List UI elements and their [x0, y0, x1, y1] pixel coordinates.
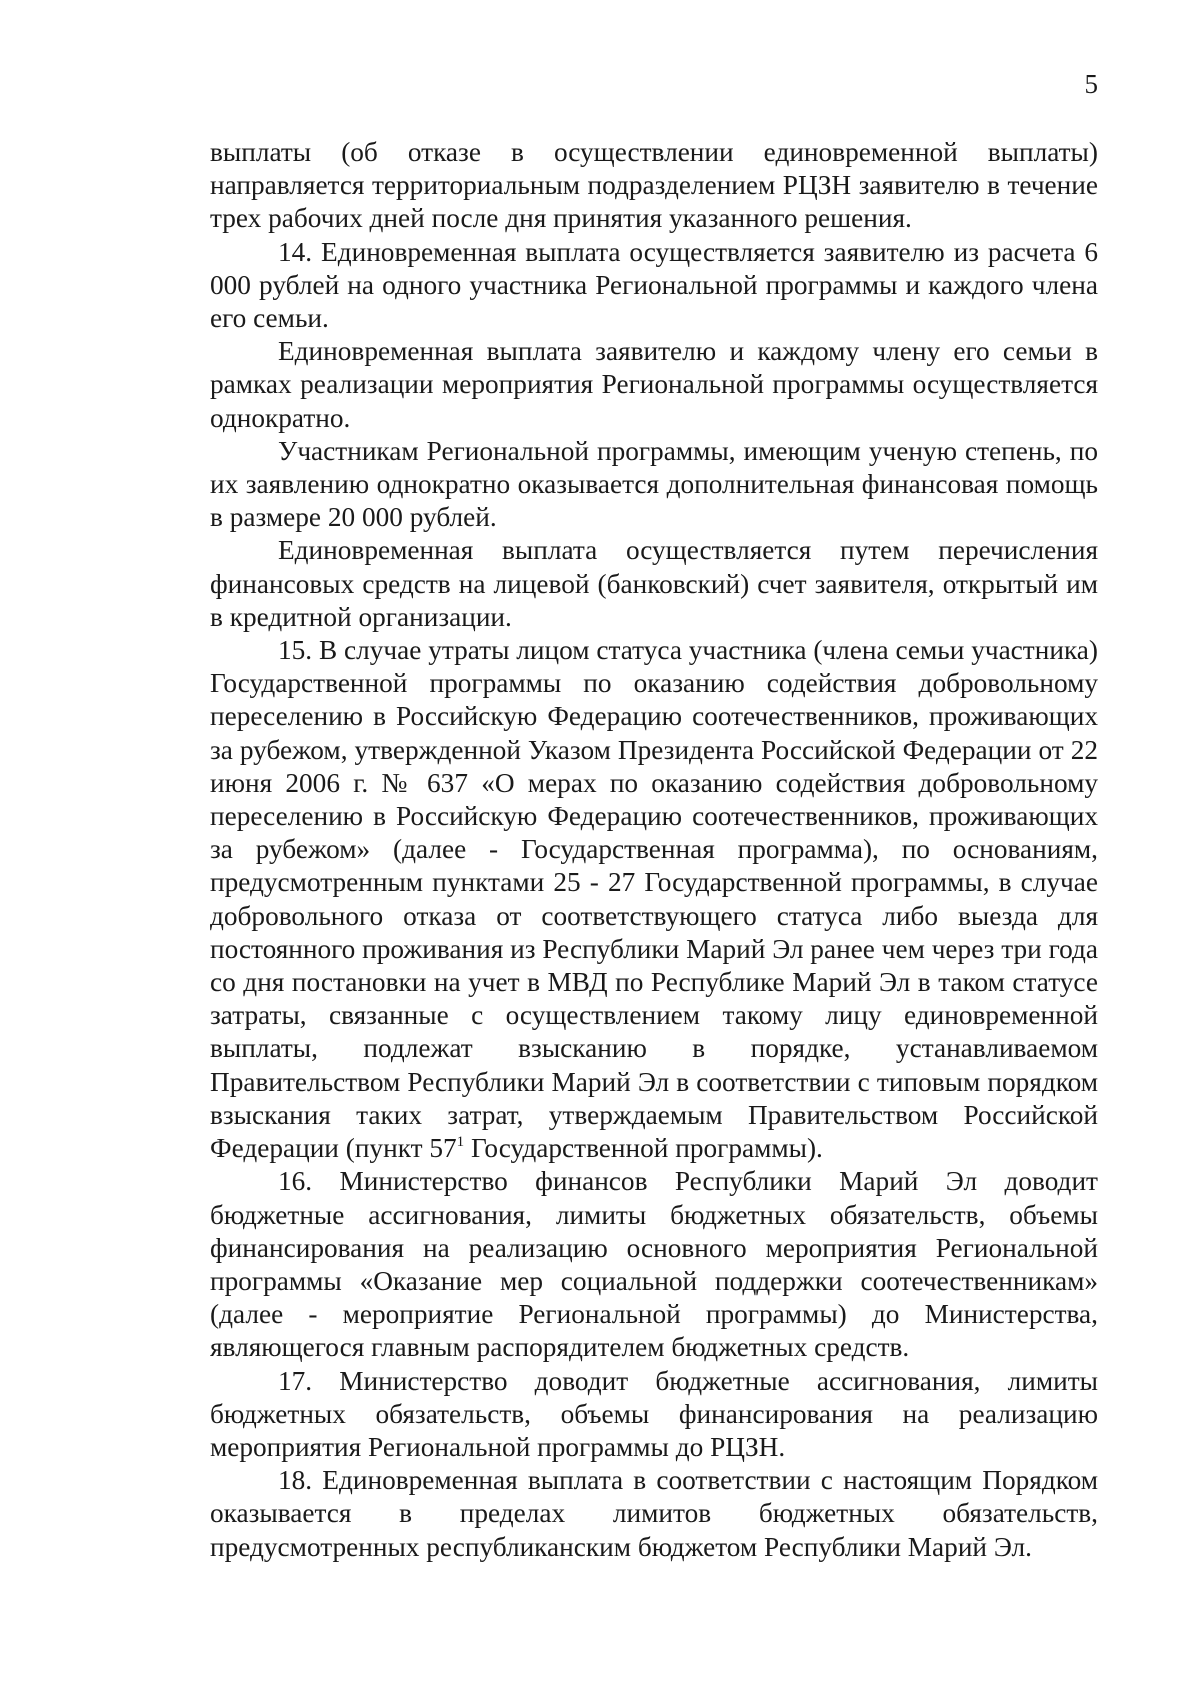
- paragraph-15: [210, 634, 1098, 1165]
- paragraph-15-text: 15. В случае утраты лицом статуса участника (члена семьи участника) Государственной программы по оказанию содействия добровольному переселению в Российскую Федерацию соотечественников, проживающих за рубежом, утвержденной Указом Президента Российской Федерации от 22 июня 2006 г. № 637 «О мерах по оказанию содействия добровольному переселению в Российскую Федерацию соотечественников, проживающих за рубежом» (далее - Государственная программа), по основаниям, предусмотренным пунктами 25 - 27 Государственной программы, в случае добровольного отказа от соответствующего статуса либо выезда для постоянного проживания из Республики Марий Эл ранее чем через три года со дня постановки на учет в МВД по Республике Марий Эл в таком статусе затраты, связанные с осуществлением такому лицу единовременной выплаты, подлежат взысканию в порядке, устанавливаемом Правительством Республики Марий Эл в соответствии с типовым порядком взыскания таких затрат, утверждаемым Правительством Российской Федерации (пункт 57: [210, 635, 1098, 1164]
- paragraph-18: 18. Единовременная выплата в соответствии с настоящим Порядком оказывается в пределах лимитов бюджетных обязательств, предусмотренных республиканским бюджетом Республики Марий Эл.: [210, 1465, 1098, 1562]
- superscript-footnote: 1: [456, 1134, 465, 1151]
- paragraph-16: 16. Министерство финансов Республики Марий Эл доводит бюджетные ассигнования, лимиты бюджетных обязательств, объемы финансирования на реализацию основного мероприятия Региональной программы «Оказание мер социальной поддержки соотечественникам» (далее - мероприятие Региональной программы) до Министерства, являющегося главным распорядителем бюджетных средств.: [210, 1166, 1098, 1363]
- document-body: [210, 136, 1098, 1564]
- paragraph-14: 14. Единовременная выплата осуществляется заявителю из расчета 6 000 рублей на одного участника Региональной программы и каждого члена его семьи.: [210, 236, 1098, 334]
- paragraph-14-academic-degree: Участникам Региональной программы, имеющим ученую степень, по их заявлению однократно оказывается дополнительная финансовая помощь в размере 20 000 рублей.: [210, 435, 1098, 533]
- page-number: 5: [1084, 69, 1098, 99]
- paragraph-14-one-time: Единовременная выплата заявителю и каждому члену его семьи в рамках реализации мероприятия Региональной программы осуществляется однократно.: [210, 336, 1098, 433]
- paragraph-14-payment-method: Единовременная выплата осуществляется путем перечисления финансовых средств на лицевой (банковский) счет заявителя, открытый им в кредитной организации.: [210, 535, 1098, 632]
- paragraph-17: 17. Министерство доводит бюджетные ассигнования, лимиты бюджетных обязательств, объемы финансирования на реализацию мероприятия Региональной программы до РЦЗН.: [210, 1365, 1098, 1462]
- paragraph-15-text-end: Государственной программы).: [464, 1133, 823, 1164]
- paragraph-continuation: выплаты (об отказе в осуществлении единовременной выплаты) направляется территориальным подразделением РЦЗН заявителю в течение трех рабочих дней после дня принятия указанного решения.: [210, 137, 1098, 234]
